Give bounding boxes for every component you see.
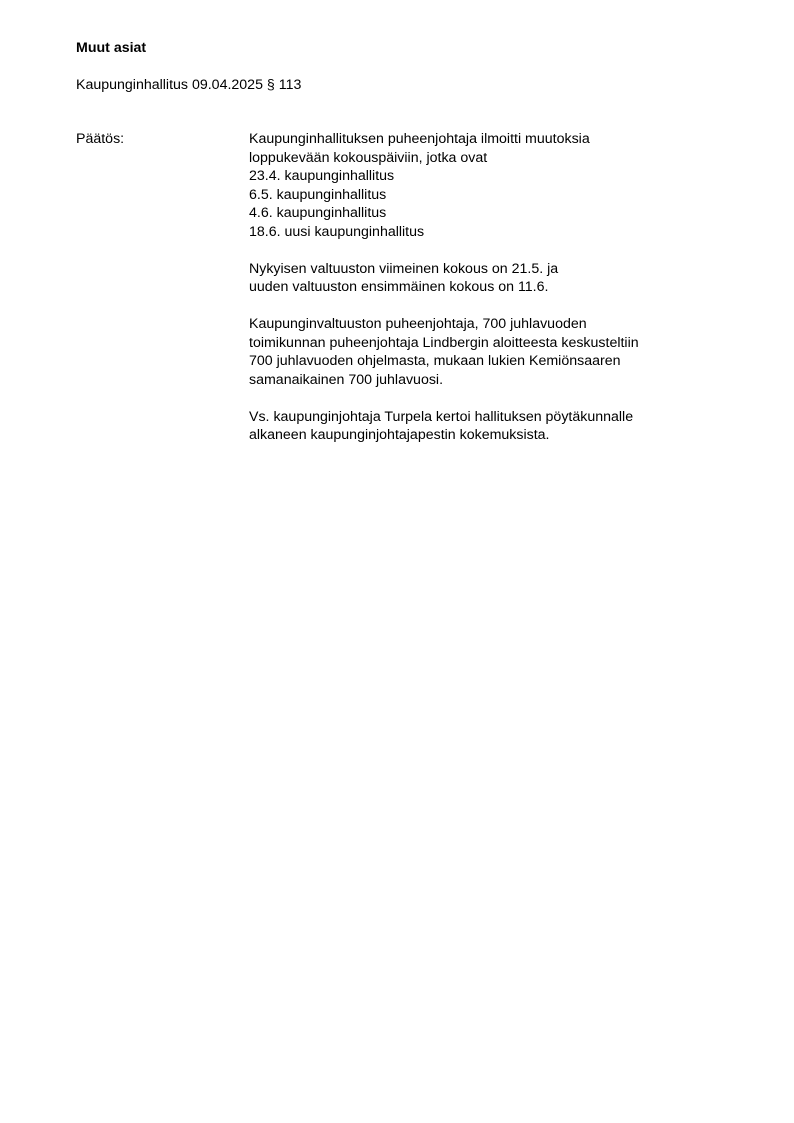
decision-line: Vs. kaupunginjohtaja Turpela kertoi hallituksen pöytäkunnalle bbox=[249, 408, 634, 425]
decision-paragraph-meeting-dates bbox=[249, 130, 719, 241]
decision-line: alkaneen kaupunginjohtajapestin kokemuksista. bbox=[249, 427, 550, 443]
decision-paragraph-council bbox=[249, 260, 719, 297]
decision-line: 700 juhlavuoden ohjelmasta, mukaan lukien Kemiönsaaren bbox=[249, 353, 621, 369]
decision-line: loppukevään kokouspäiviin, jotka ovat bbox=[249, 149, 488, 166]
document-heading: Muut asiat bbox=[76, 40, 147, 56]
decision-line: 18.6. uusi kaupunginhallitus bbox=[249, 223, 425, 240]
decision-line: Kaupunginvaltuuston puheenjohtaja, 700 juhlavuoden bbox=[249, 316, 587, 332]
decision-body bbox=[249, 130, 719, 463]
decision-label: Päätös: bbox=[76, 131, 125, 147]
decision-line: Kaupunginhallituksen puheenjohtaja ilmoitti muutoksia bbox=[249, 131, 590, 147]
decision-line: samanaikainen 700 juhlavuosi. bbox=[249, 371, 444, 388]
decision-line: 4.6. kaupunginhallitus bbox=[249, 205, 387, 221]
decision-paragraph-city-manager bbox=[249, 408, 719, 445]
decision-line: Nykyisen valtuuston viimeinen kokous on 21.5. ja bbox=[249, 260, 559, 277]
meeting-reference: Kaupunginhallitus 09.04.2025 § 113 bbox=[76, 77, 302, 93]
decision-paragraph-anniversary bbox=[249, 315, 719, 389]
decision-line: 23.4. kaupunginhallitus bbox=[249, 168, 395, 184]
decision-line: toimikunnan puheenjohtaja Lindbergin aloitteesta keskusteltiin bbox=[249, 334, 639, 351]
decision-line: 6.5. kaupunginhallitus bbox=[249, 186, 387, 203]
decision-line: uuden valtuuston ensimmäinen kokous on 11.6. bbox=[249, 279, 549, 295]
